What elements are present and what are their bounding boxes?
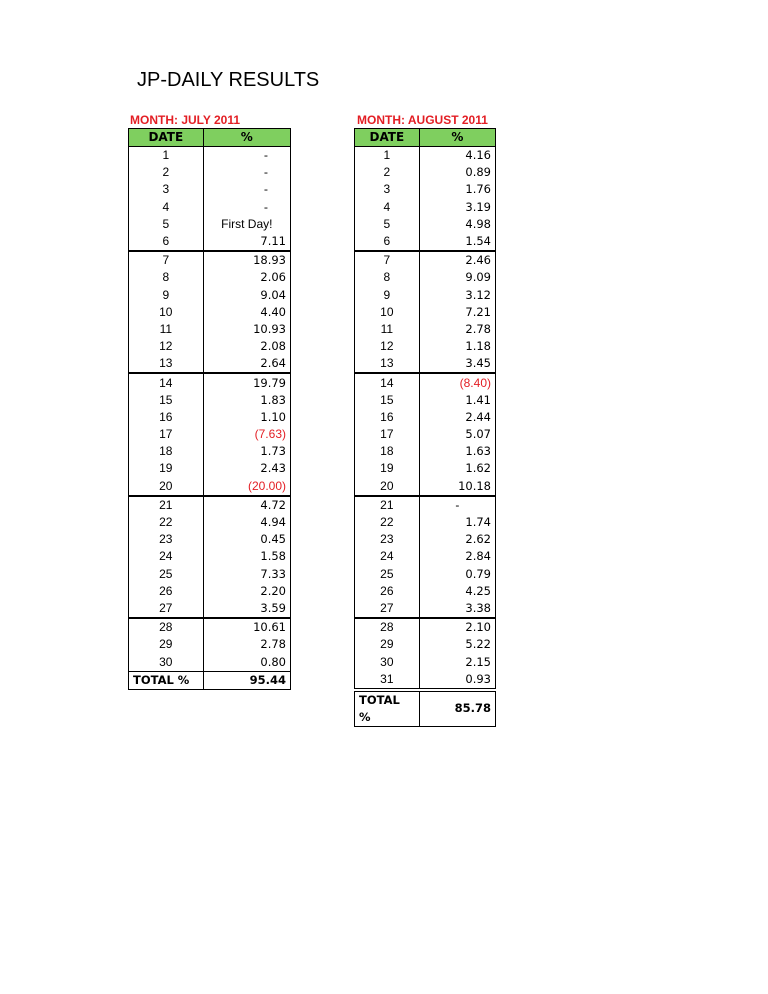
table-row: [355, 531, 496, 548]
july-month-label: MONTH: JULY 2011: [130, 113, 241, 127]
date-cell: 20: [355, 478, 420, 496]
total-label: TOTAL %: [129, 671, 204, 689]
date-cell: 16: [129, 409, 204, 426]
percent-cell: 9.09: [419, 269, 495, 286]
date-cell: 3: [129, 181, 204, 198]
percent-cell: 1.54: [419, 233, 495, 251]
percent-cell: 1.74: [419, 514, 495, 531]
table-row: [129, 531, 291, 548]
date-cell: 19: [355, 460, 420, 477]
table-row: [355, 216, 496, 233]
table-row: [129, 304, 291, 321]
date-cell: 22: [355, 514, 420, 531]
date-cell: 10: [129, 304, 204, 321]
date-cell: 28: [355, 618, 420, 636]
table-row: [129, 426, 291, 443]
percent-cell: 2.84: [419, 548, 495, 565]
table-row: [129, 636, 291, 653]
date-cell: 26: [129, 583, 204, 600]
percent-cell: 1.76: [419, 181, 495, 198]
percent-cell: 5.07: [419, 426, 495, 443]
table-row: [355, 181, 496, 198]
table-row: [355, 373, 496, 391]
date-cell: 2: [129, 164, 204, 181]
date-cell: 17: [129, 426, 204, 443]
table-row: [129, 600, 291, 618]
total-label: TOTAL %: [355, 691, 420, 726]
date-cell: 1: [129, 147, 204, 165]
august-results-table: [354, 128, 496, 727]
table-row: [355, 443, 496, 460]
table-row: [355, 478, 496, 496]
percent-cell: 2.62: [419, 531, 495, 548]
table-row: [355, 199, 496, 216]
percent-cell: 4.72: [203, 496, 290, 514]
percent-cell: 2.08: [203, 338, 290, 355]
percent-cell: 2.43: [203, 460, 290, 477]
percent-column-header: %: [419, 129, 495, 147]
date-cell: 30: [355, 653, 420, 670]
date-cell: 18: [355, 443, 420, 460]
table-row: [355, 147, 496, 165]
date-cell: 24: [355, 548, 420, 565]
percent-cell: 0.80: [203, 653, 290, 671]
date-cell: 4: [129, 199, 204, 216]
date-cell: 4: [355, 199, 420, 216]
percent-cell: 10.61: [203, 618, 290, 636]
table-row: [355, 233, 496, 251]
percent-cell: 3.19: [419, 199, 495, 216]
table-row: [355, 287, 496, 304]
table-row: [129, 496, 291, 514]
july-results-table: [128, 128, 291, 690]
table-row: [355, 460, 496, 477]
date-cell: 23: [129, 531, 204, 548]
date-cell: 2: [355, 164, 420, 181]
percent-cell: 4.94: [203, 514, 290, 531]
percent-cell: 10.18: [419, 478, 495, 496]
table-row: [355, 269, 496, 286]
percent-cell: 4.16: [419, 147, 495, 165]
table-row: [129, 355, 291, 373]
august-month-label: MONTH: AUGUST 2011: [357, 113, 488, 127]
header-row: [129, 129, 291, 147]
date-cell: 19: [129, 460, 204, 477]
percent-cell: 5.22: [419, 636, 495, 653]
date-cell: 29: [355, 636, 420, 653]
date-cell: 18: [129, 443, 204, 460]
percent-cell: 7.21: [419, 304, 495, 321]
table-row: [129, 147, 291, 165]
percent-cell: 2.78: [419, 321, 495, 338]
percent-cell: 18.93: [203, 251, 290, 269]
date-cell: 28: [129, 618, 204, 636]
percent-cell: 10.93: [203, 321, 290, 338]
percent-cell: 2.10: [419, 618, 495, 636]
table-row: [355, 251, 496, 269]
page-title: JP-DAILY RESULTS: [137, 69, 320, 91]
table-row: [355, 338, 496, 355]
percent-cell: 4.98: [419, 216, 495, 233]
table-row: [129, 409, 291, 426]
date-cell: 20: [129, 478, 204, 496]
table-row: [129, 443, 291, 460]
date-cell: 12: [355, 338, 420, 355]
date-cell: 13: [129, 355, 204, 373]
date-cell: 16: [355, 409, 420, 426]
table-row: [355, 600, 496, 618]
percent-cell: 7.33: [203, 566, 290, 583]
table-row: [355, 321, 496, 338]
date-cell: 15: [355, 392, 420, 409]
table-row: [129, 548, 291, 565]
table-row: [355, 355, 496, 373]
date-cell: 5: [129, 216, 204, 233]
date-cell: 5: [355, 216, 420, 233]
date-cell: 14: [129, 373, 204, 391]
table-row: [129, 164, 291, 181]
percent-cell: -: [203, 164, 290, 181]
table-row: [129, 478, 291, 496]
percent-cell: 7.11: [203, 233, 290, 251]
date-cell: 13: [355, 355, 420, 373]
date-cell: 26: [355, 583, 420, 600]
date-cell: 9: [129, 287, 204, 304]
percent-cell: 0.93: [419, 671, 495, 689]
percent-cell: 3.45: [419, 355, 495, 373]
percent-cell: (20.00): [203, 478, 290, 496]
percent-column-header: %: [203, 129, 290, 147]
table-row: [355, 548, 496, 565]
table-row: [355, 583, 496, 600]
table-row: [129, 460, 291, 477]
table-row: [129, 583, 291, 600]
date-cell: 3: [355, 181, 420, 198]
percent-cell: 0.89: [419, 164, 495, 181]
table-row: [355, 496, 496, 514]
percent-cell: First Day!: [203, 216, 290, 233]
table-row: [129, 514, 291, 531]
date-column-header: DATE: [355, 129, 420, 147]
table-row: [129, 338, 291, 355]
date-cell: 7: [355, 251, 420, 269]
total-row: [129, 671, 291, 689]
date-cell: 9: [355, 287, 420, 304]
date-cell: 10: [355, 304, 420, 321]
table-row: [355, 671, 496, 689]
date-cell: 23: [355, 531, 420, 548]
table-row: [355, 636, 496, 653]
table-row: [129, 373, 291, 391]
percent-cell: 2.15: [419, 653, 495, 670]
table-row: [129, 181, 291, 198]
percent-cell: 2.06: [203, 269, 290, 286]
percent-cell: 4.40: [203, 304, 290, 321]
total-value: 85.78: [419, 691, 495, 726]
table-row: [129, 618, 291, 636]
table-row: [355, 409, 496, 426]
date-cell: 15: [129, 392, 204, 409]
table-row: [355, 426, 496, 443]
date-column-header: DATE: [129, 129, 204, 147]
date-cell: 14: [355, 373, 420, 391]
percent-cell: (7.63): [203, 426, 290, 443]
date-cell: 6: [355, 233, 420, 251]
table-row: [129, 566, 291, 583]
table-row: [129, 216, 291, 233]
date-cell: 31: [355, 671, 420, 689]
date-cell: 8: [129, 269, 204, 286]
total-row: [355, 691, 496, 726]
date-cell: 6: [129, 233, 204, 251]
percent-cell: 3.38: [419, 600, 495, 618]
percent-cell: 0.45: [203, 531, 290, 548]
table-row: [129, 321, 291, 338]
percent-cell: 2.64: [203, 355, 290, 373]
date-cell: 22: [129, 514, 204, 531]
percent-cell: 1.62: [419, 460, 495, 477]
date-cell: 8: [355, 269, 420, 286]
percent-cell: -: [203, 199, 290, 216]
percent-cell: 3.59: [203, 600, 290, 618]
date-cell: 12: [129, 338, 204, 355]
percent-cell: 1.73: [203, 443, 290, 460]
table-row: [355, 618, 496, 636]
percent-cell: 2.44: [419, 409, 495, 426]
percent-cell: (8.40): [419, 373, 495, 391]
percent-cell: 2.20: [203, 583, 290, 600]
percent-cell: -: [203, 181, 290, 198]
percent-cell: 3.12: [419, 287, 495, 304]
table-row: [355, 514, 496, 531]
date-cell: 17: [355, 426, 420, 443]
table-row: [355, 164, 496, 181]
date-cell: 7: [129, 251, 204, 269]
percent-cell: 9.04: [203, 287, 290, 304]
percent-cell: -: [203, 147, 290, 165]
percent-cell: 1.41: [419, 392, 495, 409]
date-cell: 11: [355, 321, 420, 338]
table-row: [355, 304, 496, 321]
percent-cell: 0.79: [419, 566, 495, 583]
percent-cell: 1.18: [419, 338, 495, 355]
header-row: [355, 129, 496, 147]
table-row: [129, 287, 291, 304]
percent-cell: 1.63: [419, 443, 495, 460]
table-row: [355, 566, 496, 583]
date-cell: 21: [355, 496, 420, 514]
percent-cell: 4.25: [419, 583, 495, 600]
date-cell: 11: [129, 321, 204, 338]
percent-cell: 1.10: [203, 409, 290, 426]
percent-cell: 19.79: [203, 373, 290, 391]
total-value: 95.44: [203, 671, 290, 689]
date-cell: 29: [129, 636, 204, 653]
date-cell: 1: [355, 147, 420, 165]
table-row: [129, 392, 291, 409]
table-row: [355, 392, 496, 409]
date-cell: 27: [355, 600, 420, 618]
date-cell: 30: [129, 653, 204, 671]
table-row: [129, 251, 291, 269]
percent-cell: -: [419, 496, 495, 514]
percent-cell: 2.46: [419, 251, 495, 269]
table-row: [129, 269, 291, 286]
table-row: [355, 653, 496, 670]
percent-cell: 1.58: [203, 548, 290, 565]
date-cell: 27: [129, 600, 204, 618]
table-row: [129, 199, 291, 216]
table-row: [129, 653, 291, 671]
date-cell: 21: [129, 496, 204, 514]
date-cell: 25: [355, 566, 420, 583]
percent-cell: 1.83: [203, 392, 290, 409]
date-cell: 25: [129, 566, 204, 583]
table-row: [129, 233, 291, 251]
percent-cell: 2.78: [203, 636, 290, 653]
date-cell: 24: [129, 548, 204, 565]
